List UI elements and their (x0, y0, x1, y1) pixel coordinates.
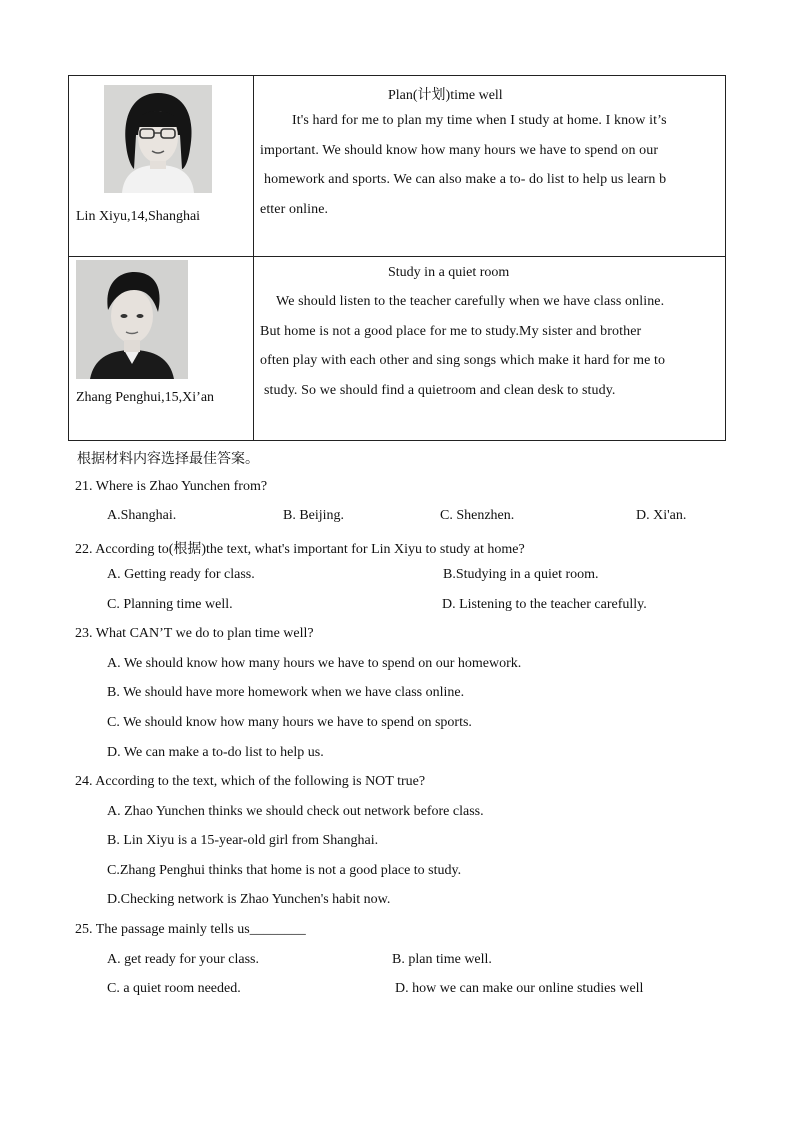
answer-option[interactable]: B. Beijing. (283, 508, 345, 523)
answer-option[interactable]: B. Lin Xiyu is a 15-year-old girl from Shanghai. (107, 833, 379, 848)
paragraph-line: We should listen to the teacher carefully when we have class online. (276, 294, 665, 309)
question-stem: 22. According to(根据)the text, what's important for Lin Xiyu to study at home? (75, 542, 525, 557)
answer-option[interactable]: D. We can make a to-do list to help us. (107, 745, 324, 760)
answer-option[interactable]: D. Xi'an. (636, 508, 687, 523)
answer-option[interactable]: C. a quiet room needed. (107, 981, 241, 996)
paragraph-cell (254, 76, 725, 256)
paragraph-line: study. So we should find a quietroom and clean desk to study. (264, 383, 616, 398)
paragraph-line: But home is not a good place for me to study.My sister and brother (260, 324, 642, 339)
answer-option[interactable]: D.Checking network is Zhao Yunchen's habit now. (107, 892, 391, 907)
profile-caption: Zhang Penghui,15,Xi’an (76, 390, 215, 405)
instruction-text: 根据材料内容选择最佳答案。 (77, 451, 259, 467)
question-stem: 21. Where is Zhao Yunchen from? (75, 479, 268, 494)
profile-cell (69, 257, 254, 440)
answer-option[interactable]: A. get ready for your class. (107, 952, 260, 967)
portrait-photo-lin-xiyu (104, 85, 212, 193)
answer-option[interactable]: A. Zhao Yunchen thinks we should check out network before class. (107, 804, 484, 819)
paragraph-line: homework and sports. We can also make a to- do list to help us learn b (264, 172, 667, 187)
table-row-lin-xiyu (69, 76, 725, 257)
answer-option[interactable]: A. We should know how many hours we have to spend on our homework. (107, 656, 522, 671)
question-stem: 24. According to the text, which of the following is NOT true? (75, 774, 426, 789)
answer-option[interactable]: A. Getting ready for class. (107, 567, 255, 582)
question-stem: 23. What CAN’T we do to plan time well? (75, 626, 314, 641)
answer-option[interactable]: A.Shanghai. (107, 508, 177, 523)
profile-table (68, 75, 726, 441)
paragraph-line: It's hard for me to plan my time when I study at home. I know it’s (292, 113, 667, 128)
question-stem: 25. The passage mainly tells us________ (75, 922, 306, 937)
answer-option[interactable]: B. plan time well. (392, 952, 492, 967)
paragraph-line: etter online. (260, 202, 329, 217)
portrait-photo-zhang-penghui (76, 260, 188, 379)
profile-caption: Lin Xiyu,14,Shanghai (76, 209, 201, 224)
paragraph-line: important. We should know how many hours we have to spend on our (260, 143, 659, 158)
answer-option[interactable]: B.Studying in a quiet room. (443, 567, 599, 582)
paragraph-title: Plan(计划)time well (388, 88, 503, 103)
paragraph-title: Study in a quiet room (388, 265, 510, 280)
answer-option[interactable]: D. Listening to the teacher carefully. (442, 597, 647, 612)
answer-option[interactable]: B. We should have more homework when we have class online. (107, 685, 465, 700)
answer-option[interactable]: D. how we can make our online studies well (395, 981, 644, 996)
answer-option[interactable]: C. Planning time well. (107, 597, 233, 612)
answer-option[interactable]: C. We should know how many hours we have to spend on sports. (107, 715, 472, 730)
answer-option[interactable]: C. Shenzhen. (440, 508, 515, 523)
paragraph-line: often play with each other and sing songs which make it hard for me to (260, 353, 666, 368)
profile-cell (69, 76, 254, 256)
table-row-zhang-penghui (69, 257, 725, 440)
paragraph-cell (254, 257, 725, 440)
answer-option[interactable]: C.Zhang Penghui thinks that home is not a good place to study. (107, 863, 462, 878)
